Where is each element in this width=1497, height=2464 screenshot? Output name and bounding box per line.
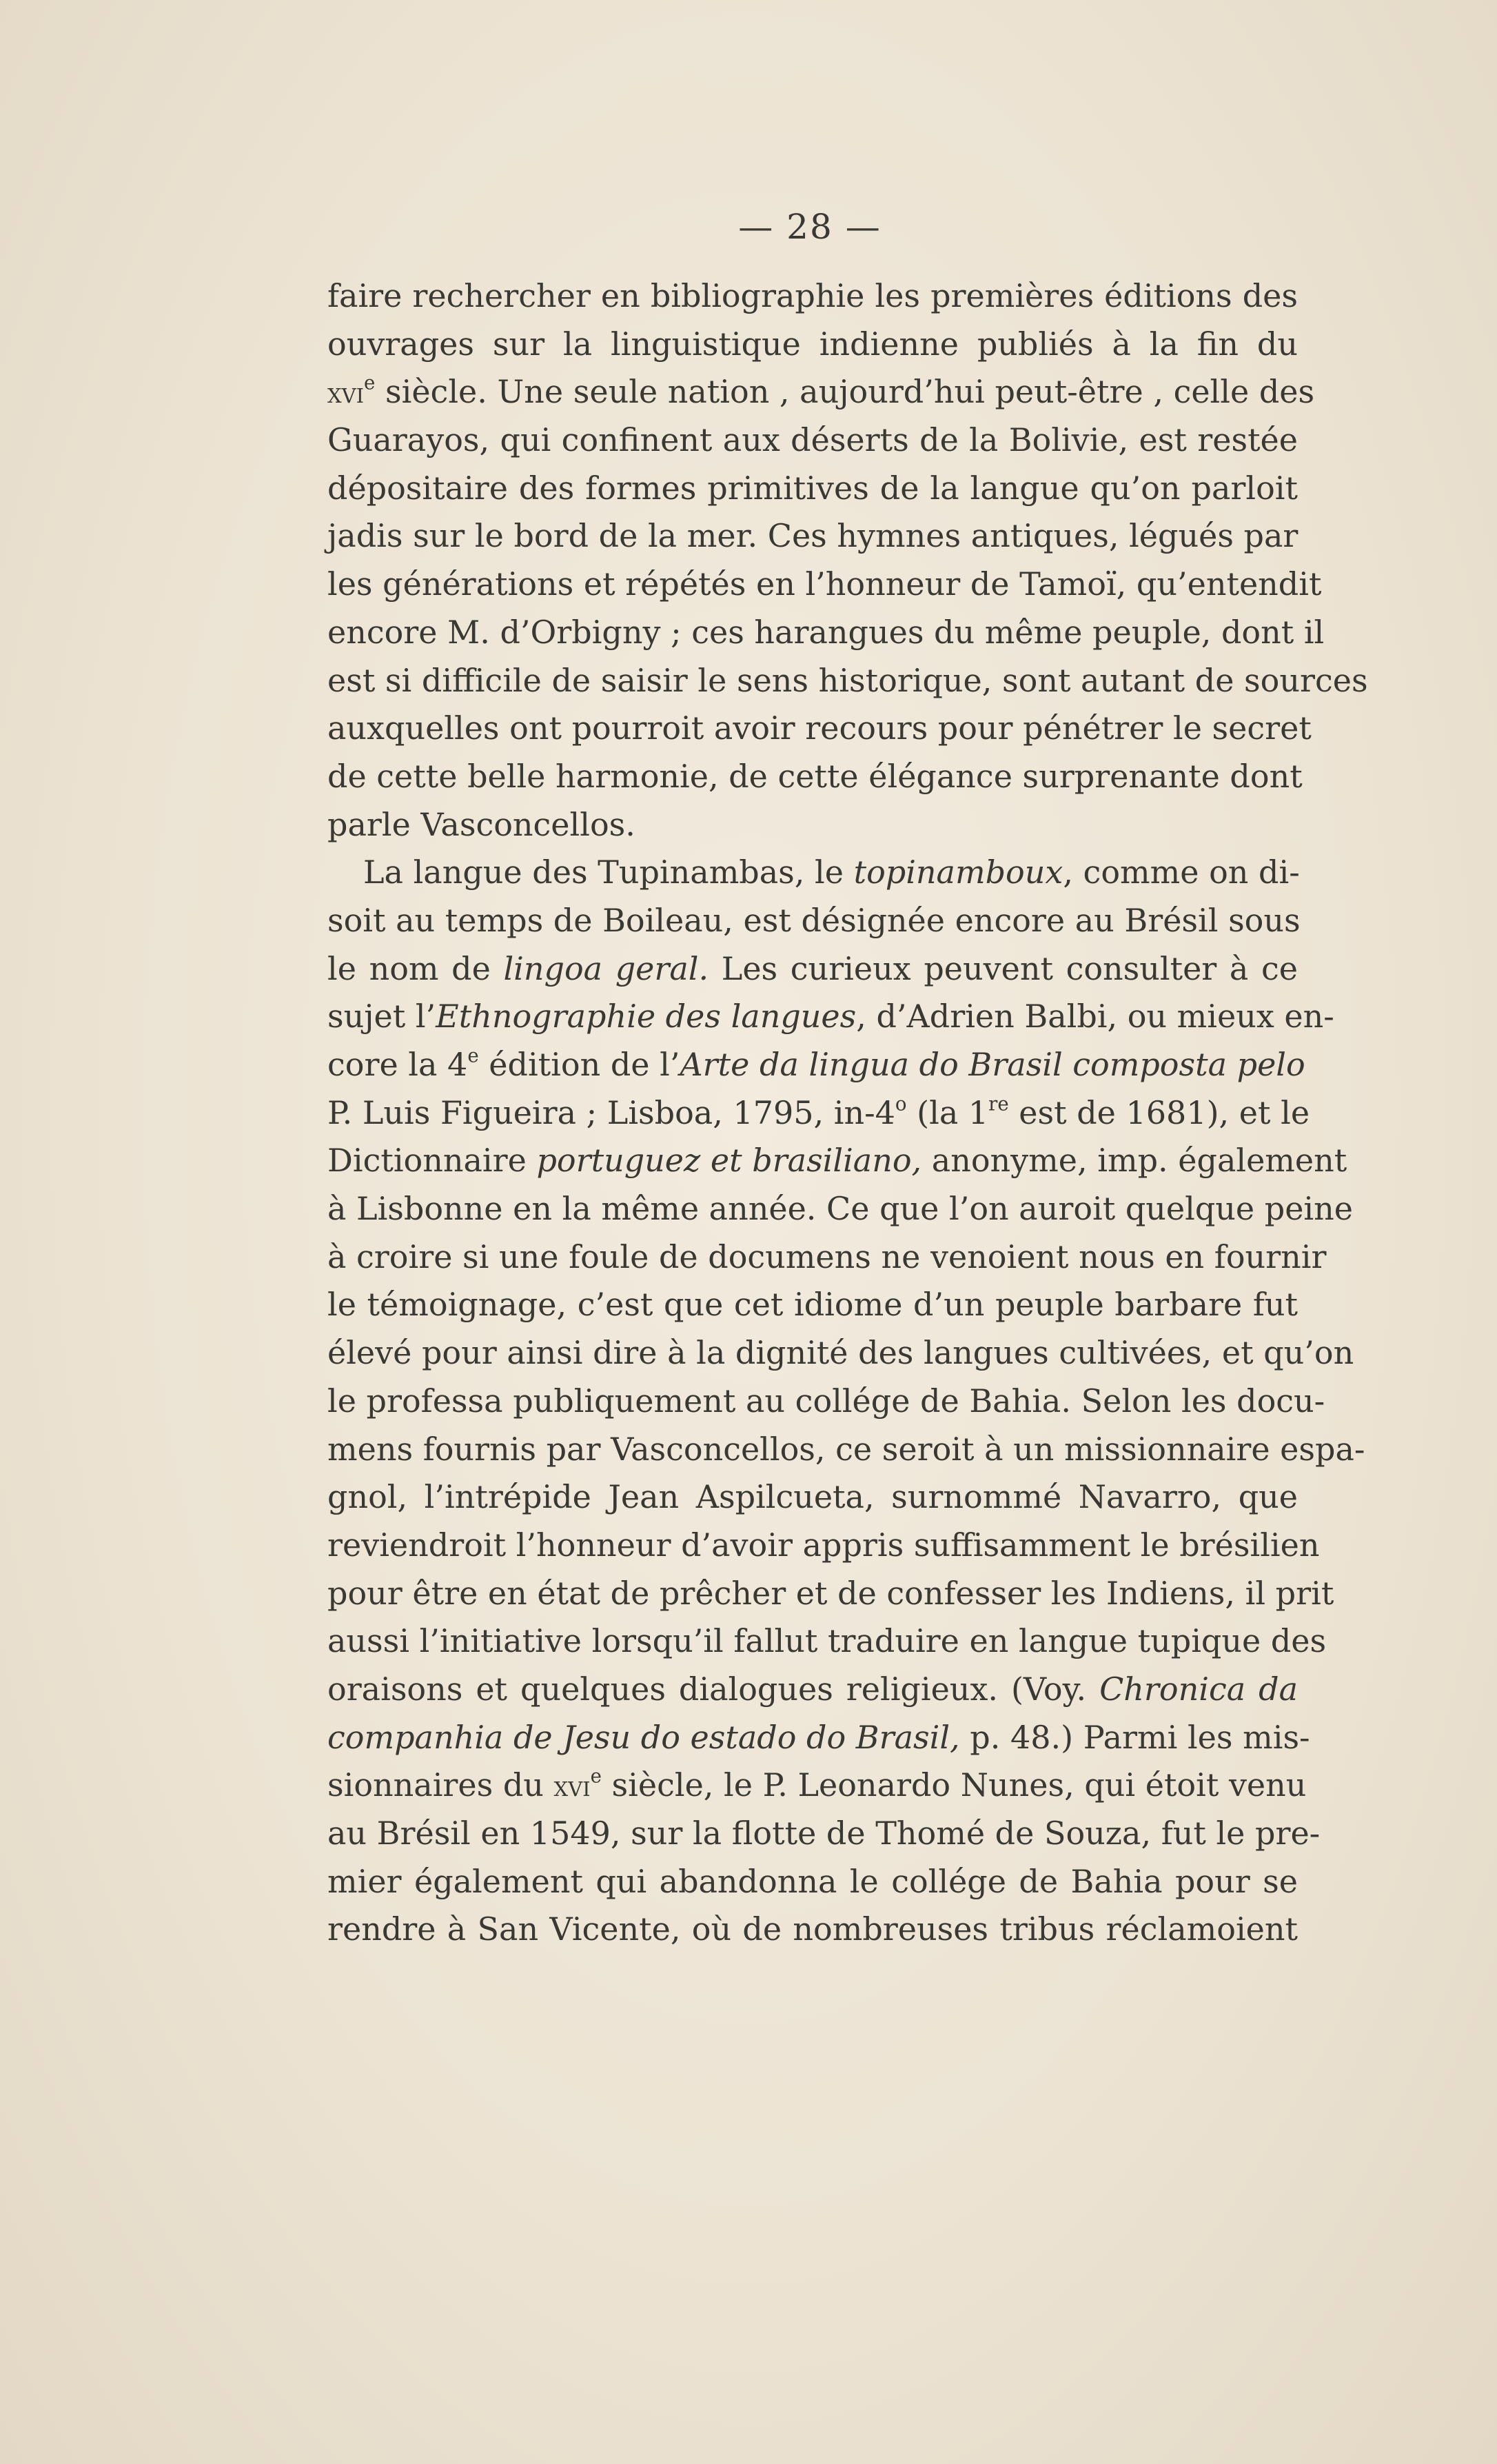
text-line: le professa publiquement au collége de Bahia. Selon les docu- xyxy=(327,1382,1325,1420)
text-segment: , d’Adrien Balbi, ou mieux en- xyxy=(856,998,1334,1036)
text-line: à croire si une foule de documens ne venoient nous en fournir xyxy=(327,1238,1327,1275)
text-line xyxy=(327,368,1315,416)
superscript: o xyxy=(895,1092,907,1115)
italic-segment: Arte da lingua do Brasil composta pelo xyxy=(680,1046,1305,1083)
text-line: gnol, l’intrépide Jean Aspilcueta, surnommé Navarro, que xyxy=(327,1478,1298,1516)
text-segment: est de 1681), et le xyxy=(1008,1093,1310,1131)
text-line: reviendroit l’honneur d’avoir appris suffisamment le brésilien xyxy=(327,1526,1320,1564)
text-segment: Dictionnaire xyxy=(327,1142,537,1180)
text-line: rendre à San Vicente, où de nombreuses tribus réclamoient xyxy=(327,1910,1298,1948)
text-segment: le nom de xyxy=(327,949,504,987)
text-segment: Les curieux peuvent consulter à ce xyxy=(709,949,1298,987)
text-segment: oraisons et quelques dialogues religieux. (Voy. xyxy=(327,1670,1100,1708)
text-line xyxy=(327,945,1298,993)
text-segment: anonyme, imp. également xyxy=(921,1142,1347,1180)
text-line xyxy=(327,1041,1305,1089)
text-line: de cette belle harmonie, de cette élégance surprenante dont xyxy=(327,757,1303,795)
text-line: le témoignage, c’est que cet idiome d’un peuple barbare fut xyxy=(327,1286,1298,1324)
italic-segment: companhia de Jesu do estado do Brasil, xyxy=(327,1718,960,1756)
text-line xyxy=(327,1089,1310,1138)
text-line: au Brésil en 1549, sur la flotte de Thomé de Souza, fut le pre- xyxy=(327,1815,1321,1852)
text-line: Guarayos, qui confinent aux déserts de la Bolivie, est restée xyxy=(327,421,1298,459)
text-segment: P. Luis Figueira ; Lisboa, 1795, in-4 xyxy=(327,1093,895,1131)
italic-segment: topinamboux xyxy=(853,854,1063,891)
text-line: est si difficile de saisir le sens historique, sont autant de sources xyxy=(327,661,1368,699)
text-line xyxy=(327,993,1334,1041)
italic-segment: lingoa geral. xyxy=(503,949,709,987)
small-caps-numeral: xvi xyxy=(553,1770,591,1804)
text-segment: sionnaires du xyxy=(327,1766,554,1804)
superscript: e xyxy=(590,1765,602,1788)
text-segment: sujet l’ xyxy=(327,998,436,1036)
text-line xyxy=(327,849,1298,897)
text-segment: , comme on di- xyxy=(1063,854,1300,891)
text-segment: siècle, le P. Leonardo Nunes, qui étoit venu xyxy=(601,1766,1307,1804)
superscript: e xyxy=(467,1044,479,1067)
text-line xyxy=(327,1666,1298,1714)
text-line: encore M. d’Orbigny ; ces harangues du même peuple, dont il xyxy=(327,613,1325,651)
page-number: — 28 — xyxy=(738,207,882,247)
text-line: mens fournis par Vasconcellos, ce seroit à un missionnaire espa- xyxy=(327,1430,1365,1468)
text-line: parle Vasconcellos. xyxy=(327,805,635,843)
text-line: pour être en état de prêcher et de confesser les Indiens, il prit xyxy=(327,1574,1334,1612)
text-line: élevé pour ainsi dire à la dignité des langues cultivées, et qu’on xyxy=(327,1334,1354,1372)
text-segment: p. 48.) Parmi les mis- xyxy=(959,1718,1310,1756)
superscript: e xyxy=(364,372,376,395)
text-line: dépositaire des formes primitives de la langue qu’on parloit xyxy=(327,469,1298,507)
italic-segment: portuguez et brasiliano, xyxy=(536,1142,922,1180)
text-line: jadis sur le bord de la mer. Ces hymnes antiques, légués par xyxy=(327,517,1299,555)
text-segment: édition de l’ xyxy=(478,1046,680,1083)
superscript: re xyxy=(988,1092,1009,1115)
text-segment: siècle. Une seule nation , aujourd’hui peut-être , celle des xyxy=(375,373,1315,411)
text-line: aussi l’initiative lorsqu’il fallut traduire en langue tupique des xyxy=(327,1622,1327,1660)
small-caps-numeral: xvi xyxy=(327,376,365,410)
text-line xyxy=(327,1137,1347,1185)
text-line: soit au temps de Boileau, est désignée encore au Brésil sous xyxy=(327,901,1301,939)
text-line: faire rechercher en bibliographie les premières éditions des xyxy=(327,277,1298,314)
body-text xyxy=(327,272,1368,1954)
text-line: auxquelles ont pourroit avoir recours pour pénétrer le secret xyxy=(327,709,1312,747)
text-line xyxy=(327,1761,1307,1810)
text-segment: (la 1 xyxy=(906,1093,989,1131)
text-line xyxy=(327,1714,1310,1762)
text-segment: La langue des Tupinambas, le xyxy=(363,854,854,891)
text-line: ouvrages sur la linguistique indienne publiés à la fin du xyxy=(327,325,1298,363)
italic-segment: Chronica da xyxy=(1099,1670,1298,1708)
text-line: à Lisbonne en la même année. Ce que l’on auroit quelque peine xyxy=(327,1190,1353,1228)
text-segment: core la 4 xyxy=(327,1046,468,1083)
text-line: les générations et répétés en l’honneur de Tamoï, qu’entendit xyxy=(327,565,1322,603)
italic-segment: Ethnographie des langues xyxy=(436,998,857,1036)
text-line: mier également qui abandonna le collége de Bahia pour se xyxy=(327,1862,1298,1900)
